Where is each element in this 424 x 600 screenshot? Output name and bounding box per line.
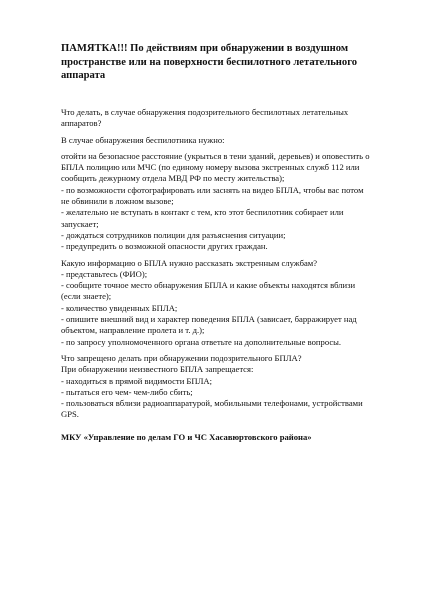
list-item: - пытаться его чем- чем-либо сбить;: [61, 386, 193, 397]
document-title: ПАМЯТКА!!! По действиям при обнаружении в воздушном пространстве или на поверхности беспилотного летательного аппарата: [61, 43, 358, 81]
list-item: - количество увиденных БПЛА;: [61, 302, 178, 313]
question-prohibited: Что запрещено делать при обнаружении подозрительного БПЛА?: [61, 352, 302, 363]
paragraph-prohibited-intro: При обнаружении неизвестного БПЛА запрещается:: [61, 364, 254, 375]
question-what-to-do: Что делать, в случае обнаружения подозрительного беспилотных летательных аппаратов?: [61, 107, 349, 129]
list-item: - желательно не вступать в контакт с тем, кто этот беспилотник собирает или запускает;: [61, 207, 344, 229]
question-what-info: Какую информацию о БПЛА нужно рассказать экстренным службам?: [61, 257, 318, 268]
list-item: - представьтесь (ФИО);: [61, 268, 148, 279]
list-item: - по возможности сфотографировать или заснять на видео БПЛА, чтобы вас потом не обвинили в ложном вызове;: [61, 184, 364, 207]
list-item: - пользоваться вблизи радиоаппаратурой, мобильными телефонами, устройствами GPS.: [61, 398, 363, 420]
list-item: - сообщите точное место обнаружения БПЛА и какие объекты находятся вблизи (если знаете);: [61, 280, 356, 302]
list-item: - находиться в прямой видимости БПЛА;: [61, 375, 212, 386]
paragraph-detection-intro: В случае обнаружения беспилотника нужно:: [61, 134, 225, 145]
list-item: - дождаться сотрудников полиции для разъяснения ситуации;: [61, 229, 286, 240]
document-body: [61, 107, 373, 443]
list-item: - по запросу уполномоченного органа ответьте на дополнительные вопросы.: [61, 336, 342, 347]
document-footer-organization: МКУ «Управление по делам ГО и ЧС Хасавюртовского района»: [61, 431, 312, 442]
list-item: - предупредить о возможной опасности других граждан.: [61, 241, 268, 252]
list-item: отойти на безопасное расстояние (укрыться в тени зданий, деревьев) и оповестить о БПЛА полицию или МЧС (по единому номеру вызова экстренных служб 112 или сообщить дежурному отдела МВД РФ по месту жительства);: [61, 150, 370, 184]
list-item: - опишите внешний вид и характер поведения БПЛА (зависает, барражирует над объектом, направление пролета и т. д.);: [61, 314, 357, 336]
